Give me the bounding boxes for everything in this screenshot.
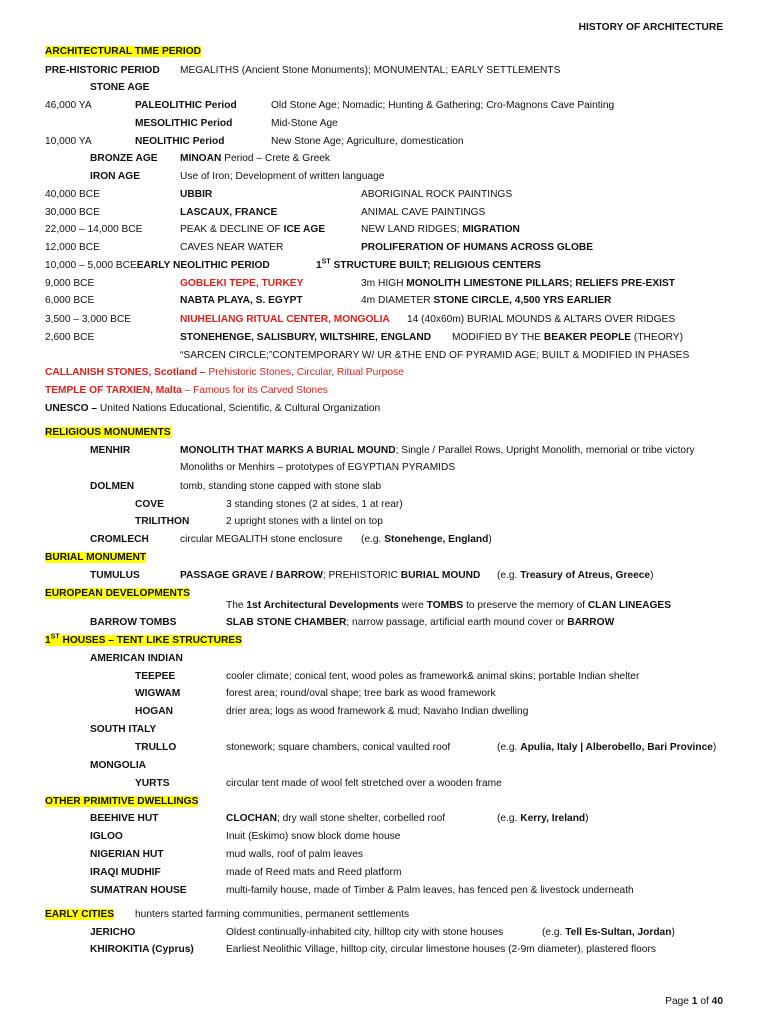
european-developments-desc: The 1st Architectural Developments were TOMBS to preserve the memory of CLAN LINEAGES <box>226 600 672 611</box>
cove-desc: 3 standing stones (2 at sides, 1 at rear) <box>226 499 403 510</box>
term-trilithon: TRILITHON <box>135 516 190 527</box>
trullo-desc: stonework; square chambers, conical vaulted roof <box>226 742 451 753</box>
sumatran-house-desc: multi-family house, made of Timber & Palm leaves, has fenced pen & livestock underneath <box>226 885 634 896</box>
beehive-hut-desc: CLOCHAN; dry wall stone shelter, corbelled roof <box>226 813 446 824</box>
timeline-site: LASCAUX, FRANCE <box>180 207 278 218</box>
term-tumulus: TUMULUS <box>90 570 140 581</box>
mesolithic-desc: Mid-Stone Age <box>271 118 338 129</box>
jericho-desc: Oldest continually-inhabited city, hilltop city with stone houses <box>226 927 504 938</box>
timeline-site: UBBIR <box>180 189 213 200</box>
timeline-date: 9,000 BCE <box>45 278 95 289</box>
nigerian-hut-desc: mud walls, roof of palm leaves <box>226 849 364 860</box>
cromlech-example: (e.g. Stonehenge, England) <box>361 534 492 545</box>
timeline-note: ANIMAL CAVE PAINTINGS <box>361 207 486 218</box>
section-heading-early-cities: EARLY CITIES <box>45 909 115 920</box>
term-cromlech: CROMLECH <box>90 534 149 545</box>
neolithic-name: NEOLITHIC Period <box>135 136 225 147</box>
term-teepee: TEEPEE <box>135 671 176 682</box>
timeline-date: 40,000 BCE <box>45 189 100 200</box>
paleolithic-date: 46,000 YA <box>45 100 92 111</box>
timeline-note: 3m HIGH MONOLITH LIMESTONE PILLARS; RELIEFS PRE-EXIST <box>361 278 675 289</box>
timeline-note: 4m DIAMETER STONE CIRCLE, 4,500 YRS EARLIER <box>361 295 612 306</box>
section-heading-burial-monument: BURIAL MONUMENT <box>45 552 147 563</box>
subheading-mongolia: MONGOLIA <box>90 760 147 771</box>
timeline-site: NABTA PLAYA, S. EGYPT <box>180 295 303 306</box>
bronze-age-label: BRONZE AGE <box>90 153 158 164</box>
igloo-desc: Inuit (Eskimo) snow block dome house <box>226 831 401 842</box>
menhir-desc-line2: Monoliths or Menhirs – prototypes of EGYPTIAN PYRAMIDS <box>180 462 456 473</box>
section-heading-european-developments: EUROPEAN DEVELOPMENTS <box>45 588 190 599</box>
timeline-note: MODIFIED BY THE BEAKER PEOPLE (THEORY) <box>452 332 683 343</box>
term-khirokitia: KHIROKITIA (Cyprus) <box>90 944 194 955</box>
timeline-date: 2,600 BCE <box>45 332 95 343</box>
beehive-hut-example: (e.g. Kerry, Ireland) <box>497 813 589 824</box>
mesolithic-name: MESOLITHIC Period <box>135 118 233 129</box>
timeline-note: NEW LAND RIDGES; MIGRATION <box>361 224 520 235</box>
section-heading-other-dwellings: OTHER PRIMITIVE DWELLINGS <box>45 796 199 807</box>
subheading-american-indian: AMERICAN INDIAN <box>90 653 183 664</box>
term-menhir: MENHIR <box>90 445 131 456</box>
tumulus-desc: PASSAGE GRAVE / BARROW; PREHISTORIC BURIAL MOUND <box>180 570 481 581</box>
term-hogan: HOGAN <box>135 706 173 717</box>
dolmen-desc: tomb, standing stone capped with stone slab <box>180 481 382 492</box>
term-nigerian-hut: NIGERIAN HUT <box>90 849 164 860</box>
section-heading-religious-monuments: RELIGIOUS MONUMENTS <box>45 427 171 438</box>
timeline-site: STONEHENGE, SALISBURY, WILTSHIRE, ENGLAND <box>180 332 432 343</box>
term-jericho: JERICHO <box>90 927 136 938</box>
timeline-note: ABORIGINAL ROCK PAINTINGS <box>361 189 513 200</box>
section-heading-time-period: ARCHITECTURAL TIME PERIOD <box>45 46 202 57</box>
term-wigwam: WIGWAM <box>135 688 181 699</box>
timeline-note: 14 (40x60m) BURIAL MOUNDS & ALTARS OVER RIDGES <box>407 314 676 325</box>
neolithic-date: 10,000 YA <box>45 136 92 147</box>
timeline-note: 1ST STRUCTURE BUILT; RELIGIOUS CENTERS <box>316 258 541 271</box>
term-sumatran-house: SUMATRAN HOUSE <box>90 885 187 896</box>
hogan-desc: drier area; logs as wood framework & mud; Navaho Indian dwelling <box>226 706 529 717</box>
timeline-date: 10,000 – 5,000 BCEEARLY NEOLITHIC PERIOD <box>45 260 270 271</box>
unesco-definition: UNESCO – United Nations Educational, Scientific, & Cultural Organization <box>45 403 381 414</box>
timeline-date: 22,000 – 14,000 BCE <box>45 224 143 235</box>
bronze-age-desc: MINOAN Period – Crete & Greek <box>180 153 331 164</box>
section-heading-first-houses: 1ST HOUSES – TENT LIKE STRUCTURES <box>45 633 242 646</box>
prehistoric-desc: MEGALITHS (Ancient Stone Monuments); MONUMENTAL; EARLY SETTLEMENTS <box>180 65 561 76</box>
term-dolmen: DOLMEN <box>90 481 135 492</box>
yurts-desc: circular tent made of wool felt stretched over a wooden frame <box>226 778 502 789</box>
cromlech-desc: circular MEGALITH stone enclosure <box>180 534 343 545</box>
term-yurts: YURTS <box>135 778 170 789</box>
temple-of-tarxien: TEMPLE OF TARXIEN, Malta – Famous for its Carved Stones <box>45 385 328 396</box>
term-barrow-tombs: BARROW TOMBS <box>90 617 177 628</box>
term-trullo: TRULLO <box>135 742 177 753</box>
timeline-note: PROLIFERATION OF HUMANS ACROSS GLOBE <box>361 242 594 253</box>
timeline-date: 30,000 BCE <box>45 207 100 218</box>
term-iraqi-mudhif: IRAQI MUDHIF <box>90 867 161 878</box>
timeline-date: 6,000 BCE <box>45 295 95 306</box>
iron-age-label: IRON AGE <box>90 171 140 182</box>
menhir-desc: MONOLITH THAT MARKS A BURIAL MOUND; Single / Parallel Rows, Upright Monolith, memorial or tribe victory <box>180 445 695 456</box>
term-beehive-hut: BEEHIVE HUT <box>90 813 159 824</box>
jericho-example: (e.g. Tell Es-Sultan, Jordan) <box>542 927 675 938</box>
neolithic-desc: New Stone Age; Agriculture, domestication <box>271 136 464 147</box>
paleolithic-desc: Old Stone Age; Nomadic; Hunting & Gathering; Cro-Magnons Cave Painting <box>271 100 615 111</box>
term-igloo: IGLOO <box>90 831 123 842</box>
early-cities-desc: hunters started farming communities, permanent settlements <box>135 909 410 920</box>
timeline-date: 12,000 BCE <box>45 242 100 253</box>
timeline-site: PEAK & DECLINE OF ICE AGE <box>180 224 326 235</box>
iraqi-mudhif-desc: made of Reed mats and Reed platform <box>226 867 402 878</box>
khirokitia-desc: Earliest Neolithic Village, hilltop city, circular limestone houses (2-9m diameter), plastered floors <box>226 944 656 955</box>
paleolithic-name: PALEOLITHIC Period <box>135 100 237 111</box>
callanish-stones: CALLANISH STONES, Scotland – Prehistoric Stones, Circular, Ritual Purpose <box>45 367 404 378</box>
sarcen-circle-note: “SARCEN CIRCLE;”CONTEMPORARY W/ UR &THE END OF PYRAMID AGE; BUILT & MODIFIED IN PHASES <box>180 350 690 361</box>
timeline-site: GOBLEKI TEPE, TURKEY <box>180 278 304 289</box>
iron-age-desc: Use of Iron; Development of written language <box>180 171 385 182</box>
trilithon-desc: 2 upright stones with a lintel on top <box>226 516 383 527</box>
timeline-date: 3,500 – 3,000 BCE <box>45 314 132 325</box>
barrow-tombs-desc: SLAB STONE CHAMBER; narrow passage, artificial earth mound cover or BARROW <box>226 617 615 628</box>
term-cove: COVE <box>135 499 164 510</box>
document-header: HISTORY OF ARCHITECTURE <box>578 22 723 33</box>
stone-age-label: STONE AGE <box>90 82 150 93</box>
prehistoric-label: PRE-HISTORIC PERIOD <box>45 65 160 76</box>
subheading-south-italy: SOUTH ITALY <box>90 724 157 735</box>
wigwam-desc: forest area; round/oval shape; tree bark as wood framework <box>226 688 496 699</box>
tumulus-example: (e.g. Treasury of Atreus, Greece) <box>497 570 654 581</box>
trullo-example: (e.g. Apulia, Italy | Alberobello, Bari Province) <box>497 742 717 753</box>
timeline-site: NIUHELIANG RITUAL CENTER, MONGOLIA <box>180 314 390 325</box>
teepee-desc: cooler climate; conical tent, wood poles as framework& animal skins; portable Indian shelter <box>226 671 640 682</box>
page-number: Page 1 of 40 <box>665 996 723 1007</box>
timeline-site: CAVES NEAR WATER <box>180 242 284 253</box>
